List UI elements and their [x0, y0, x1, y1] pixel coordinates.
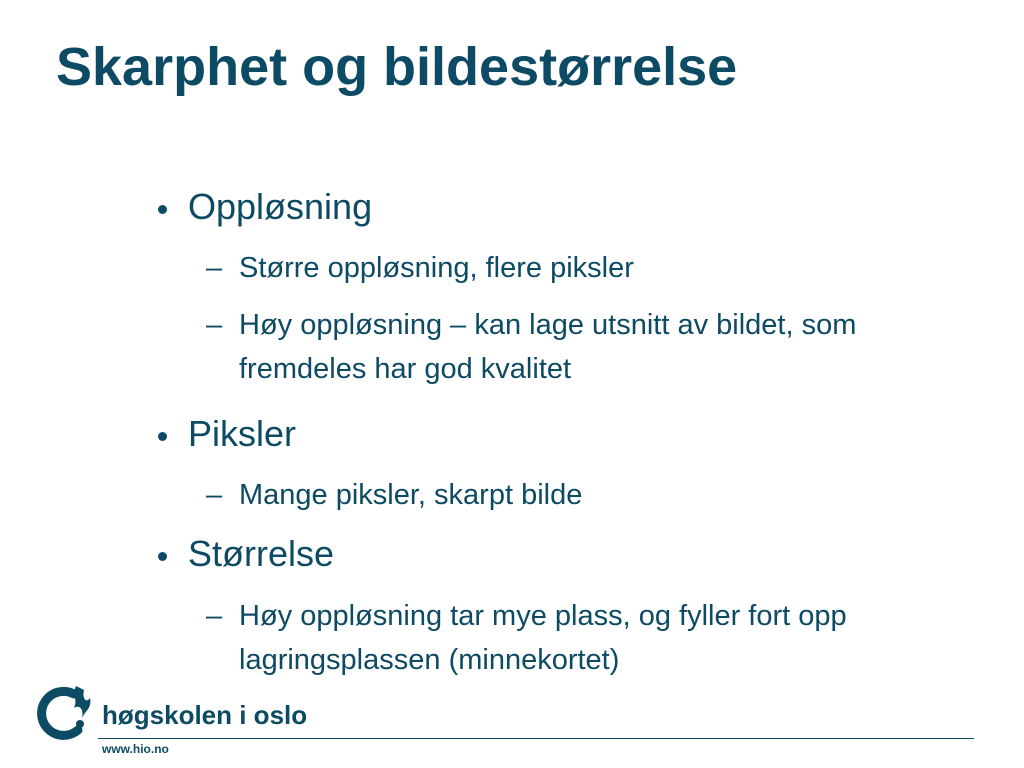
- footer-divider: [98, 738, 974, 739]
- dash-marker: –: [206, 600, 223, 632]
- bullet-dot-icon: [158, 432, 167, 441]
- sub-bullet-text: Større oppløsning, flere piksler: [239, 252, 634, 284]
- logo-text: høgskolen i oslo: [102, 700, 308, 730]
- dash-marker: –: [206, 479, 223, 511]
- bullet-item: [158, 411, 296, 457]
- sub-bullet-item: [206, 303, 946, 391]
- dash-marker: –: [206, 309, 223, 341]
- hio-logo-icon: [34, 680, 98, 744]
- bullet-dot-icon: [158, 552, 167, 561]
- bullet-label: Størrelse: [188, 533, 335, 574]
- bullet-item: [158, 184, 372, 230]
- bullet-label: Piksler: [188, 413, 297, 454]
- sub-bullet-item: [206, 246, 946, 290]
- dash-marker: –: [206, 252, 223, 284]
- bullet-dot-icon: [158, 205, 167, 214]
- footer-url: www.hio.no: [102, 742, 169, 756]
- sub-bullet-text: Høy oppløsning – kan lage utsnitt av bildet, som fremdeles har god kvalitet: [239, 309, 857, 385]
- sub-bullet-item: [206, 594, 946, 682]
- sub-bullet-text: Høy oppløsning tar mye plass, og fyller fort opp lagringsplassen (minnekortet): [239, 600, 847, 676]
- bullet-label: Oppløsning: [188, 186, 373, 227]
- sub-bullet-item: [206, 473, 946, 517]
- sub-bullet-text: Mange piksler, skarpt bilde: [239, 479, 583, 511]
- slide-title: Skarphet og bildestørrelse: [56, 37, 738, 97]
- bullet-item: [158, 531, 334, 577]
